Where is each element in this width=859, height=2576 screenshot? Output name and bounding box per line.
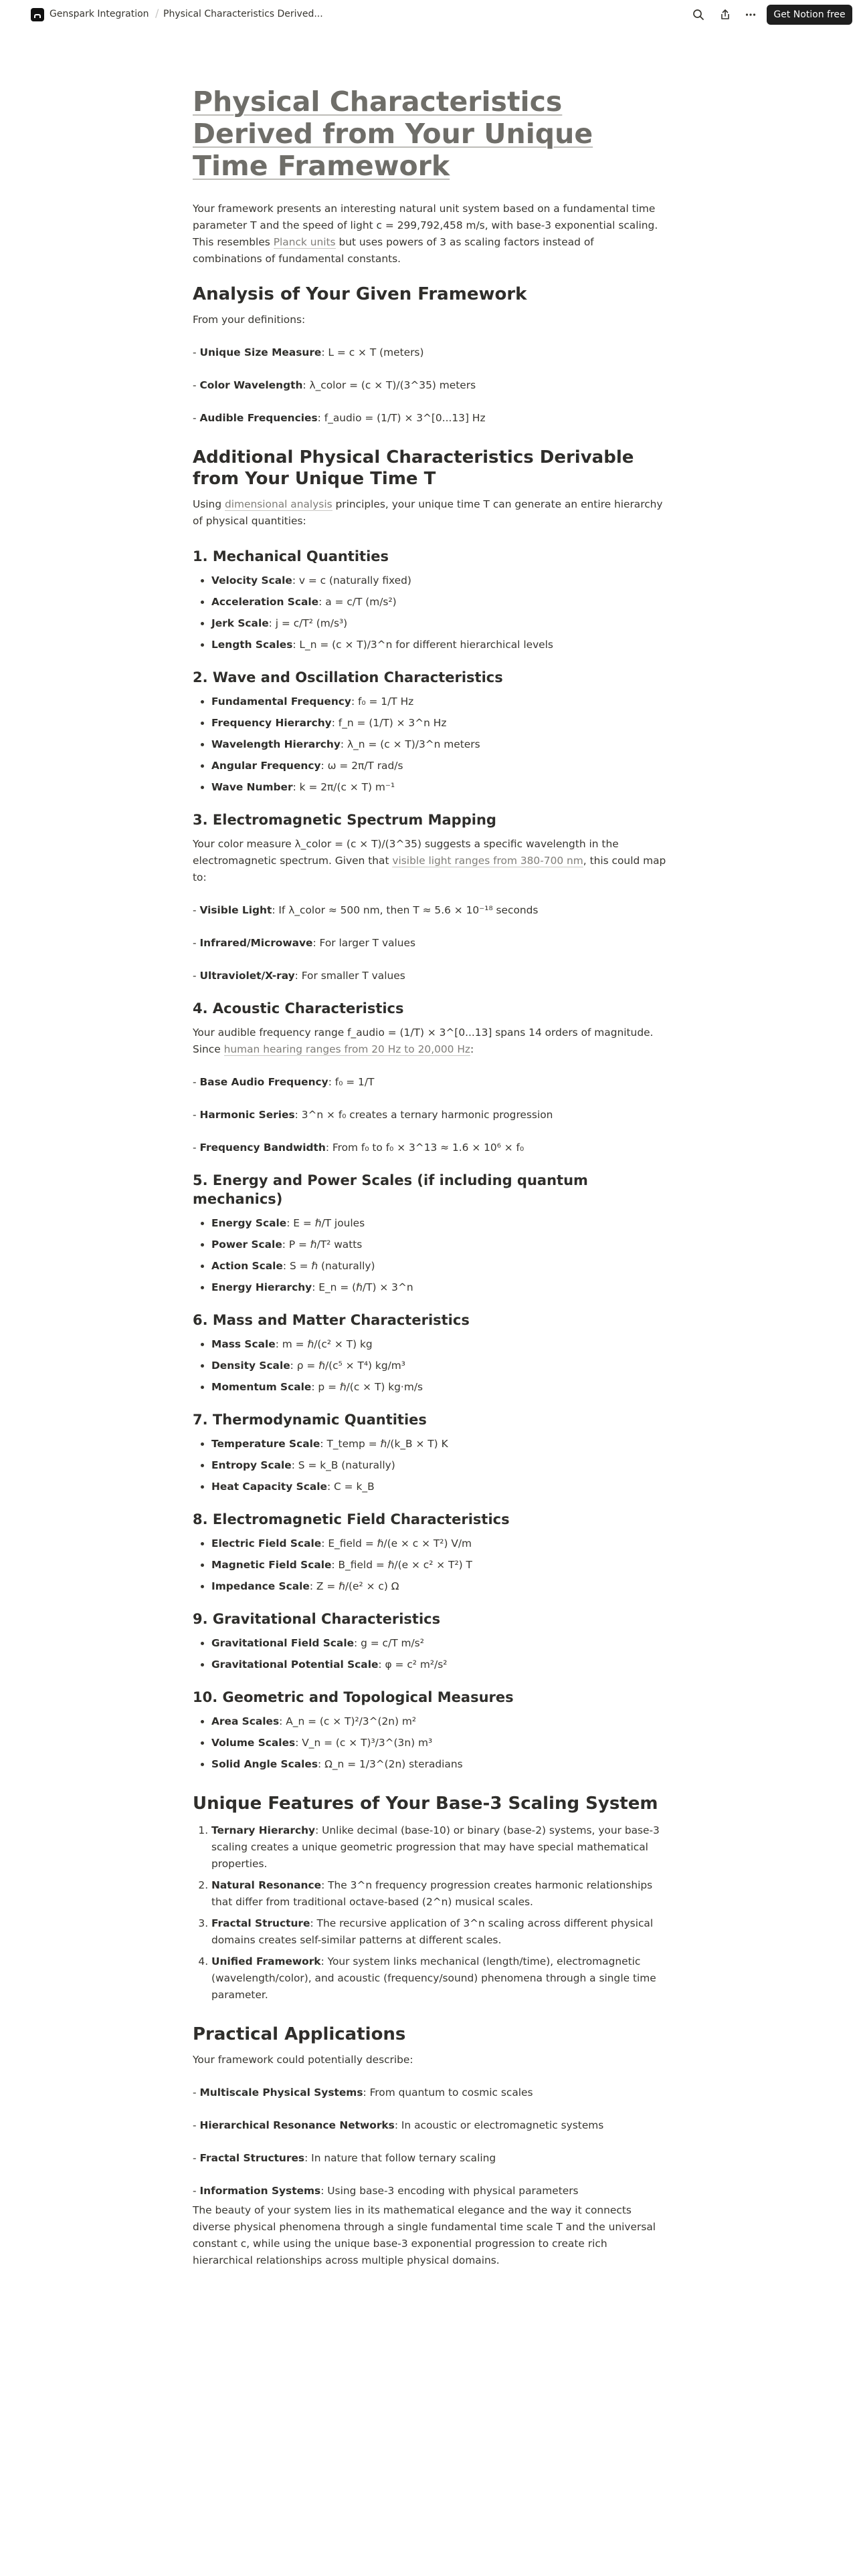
- list-item: • Solid Angle Scales: Ω_n = 1/3^(2n) steradians: [211, 1756, 666, 1773]
- breadcrumb-separator: /: [155, 7, 159, 19]
- applications-heading: Practical Applications: [193, 2024, 406, 2044]
- list-item: • Density Scale: ρ = ℏ/(c⁵ × T⁴) kg/m³: [211, 1358, 666, 1374]
- analysis-heading: Analysis of Your Given Framework: [193, 284, 527, 304]
- list-item: • Energy Scale: E = ℏ/T joules: [211, 1215, 666, 1232]
- application-item: - Information Systems: Using base-3 encoding with physical parameters: [193, 2185, 579, 2197]
- application-item: - Multiscale Physical Systems: From quantum to cosmic scales: [193, 2086, 533, 2099]
- list-item: • Heat Capacity Scale: C = k_B: [211, 1479, 666, 1495]
- list-item: • Frequency Hierarchy: f_n = (1/T) × 3^n Hz: [211, 715, 666, 732]
- section-heading: 10. Geometric and Topological Measures: [193, 1689, 514, 1705]
- analysis-item: - Color Wavelength: λ_color = (c × T)/(3^35) meters: [193, 379, 476, 391]
- section-list: [193, 693, 666, 796]
- section-heading: 1. Mechanical Quantities: [193, 548, 389, 564]
- page-content: [193, 86, 666, 2269]
- analysis-item: - Unique Size Measure: L = c × T (meters): [193, 346, 424, 358]
- workspace-name[interactable]: Genspark Integration: [50, 9, 149, 19]
- list-item: 4. Unified Framework: Your system links mechanical (length/time), electromagnetic (wavelength/color), and acoustic (frequency/sound) phenomena through a single time parameter.: [211, 1953, 666, 2004]
- section-heading: 6. Mass and Matter Characteristics: [193, 1312, 470, 1328]
- application-item: - Hierarchical Resonance Networks: In acoustic or electromagnetic systems: [193, 2119, 604, 2131]
- more-icon[interactable]: [741, 5, 760, 24]
- acoustic-item: - Frequency Bandwidth: From f₀ to f₀ × 3^13 ≈ 1.6 × 10⁶ × f₀: [193, 1142, 524, 1154]
- analysis-intro: From your definitions:: [193, 314, 306, 326]
- acoustic-item: - Harmonic Series: 3^n × f₀ creates a ternary harmonic progression: [193, 1109, 553, 1121]
- additional-heading: Additional Physical Characteristics Derivable from Your Unique Time T: [193, 447, 634, 489]
- visible-light-link[interactable]: visible light ranges from 380-700 nm: [392, 855, 583, 867]
- list-item: 3. Fractal Structure: The recursive application of 3^n scaling across different physical domains creates self-similar patterns at different scales.: [211, 1915, 666, 1949]
- additional-intro: Using dimensional analysis principles, your unique time T can generate an entire hierarchy of physical quantities:: [193, 498, 663, 527]
- list-item: • Angular Frequency: ω = 2π/T rad/s: [211, 758, 666, 774]
- section-intro: Your audible frequency range f_audio = (1/T) × 3^[0...13] spans 14 orders of magnitude. Since human hearing ranges from 20 Hz to 20,000 Hz:: [193, 1027, 654, 1055]
- intro-text-a: Your framework presents an interesting natural unit system based on a fundamental time parameter T and the speed of light c = 299,792,458 m/s, with base-3 exponential scaling. This resembles: [193, 203, 658, 248]
- list-item: • Magnetic Field Scale: B_field = ℏ/(e × c² × T²) T: [211, 1557, 666, 1574]
- list-item: • Momentum Scale: p = ℏ/(c × T) kg·m/s: [211, 1379, 666, 1396]
- conclusion-paragraph: The beauty of your system lies in its mathematical elegance and the way it connects diverse physical phenomena through a single fundamental time scale T and the universal constant c, while using the unique base-3 exponential progression to create rich hierarchical relationships across multiple physical domains.: [193, 2204, 656, 2266]
- section-heading: 7. Thermodynamic Quantities: [193, 1412, 427, 1428]
- list-item: • Length Scales: L_n = (c × T)/3^n for different hierarchical levels: [211, 637, 666, 653]
- section-heading: 9. Gravitational Characteristics: [193, 1611, 441, 1627]
- list-item: • Wavelength Hierarchy: λ_n = (c × T)/3^n meters: [211, 736, 666, 753]
- section-list: [193, 1215, 666, 1296]
- share-icon[interactable]: [716, 5, 735, 24]
- section-heading: 2. Wave and Oscillation Characteristics: [193, 669, 503, 685]
- list-item: • Entropy Scale: S = k_B (naturally): [211, 1457, 666, 1474]
- breadcrumb-page[interactable]: Physical Characteristics Derived...: [163, 9, 323, 19]
- spectrum-item: - Infrared/Microwave: For larger T values: [193, 937, 416, 949]
- section-heading: 5. Energy and Power Scales (if including quantum mechanics): [193, 1172, 588, 1207]
- section-list: [193, 1436, 666, 1495]
- applications-intro: Your framework could potentially describe:: [193, 2054, 413, 2066]
- spectrum-item: - Ultraviolet/X-ray: For smaller T values: [193, 970, 405, 982]
- analysis-item: - Audible Frequencies: f_audio = (1/T) × 3^[0...13] Hz: [193, 412, 486, 424]
- list-item: • Wave Number: k = 2π/(c × T) m⁻¹: [211, 779, 666, 796]
- acoustic-item: - Base Audio Frequency: f₀ = 1/T: [193, 1076, 375, 1088]
- top-bar: [0, 0, 859, 29]
- human-hearing-link[interactable]: human hearing ranges from 20 Hz to 20,000 Hz: [223, 1043, 471, 1055]
- features-heading: Unique Features of Your Base-3 Scaling System: [193, 1794, 658, 1814]
- section-heading: 4. Acoustic Characteristics: [193, 1000, 404, 1016]
- section-list: [193, 572, 666, 653]
- planck-units-link[interactable]: Planck units: [273, 236, 336, 248]
- section-heading: 3. Electromagnetic Spectrum Mapping: [193, 812, 496, 828]
- search-icon[interactable]: [689, 5, 708, 24]
- dimensional-analysis-link[interactable]: dimensional analysis: [224, 498, 332, 510]
- list-item: • Mass Scale: m = ℏ/(c² × T) kg: [211, 1336, 666, 1353]
- features-list: [193, 1822, 666, 2004]
- list-item: • Gravitational Potential Scale: φ = c² m²/s²: [211, 1656, 666, 1673]
- intro-text-b: but uses powers of 3 as scaling factors instead of combinations of fundamental constants.: [193, 236, 594, 265]
- list-item: 2. Natural Resonance: The 3^n frequency progression creates harmonic relationships that differ from traditional octave-based (2^n) musical scales.: [211, 1877, 666, 1911]
- list-item: • Jerk Scale: j = c/T² (m/s³): [211, 615, 666, 632]
- section-list: [193, 1713, 666, 1773]
- page-title: Physical Characteristics Derived from Your Unique Time Framework: [193, 86, 593, 182]
- list-item: • Impedance Scale: Z = ℏ/(e² × c) Ω: [211, 1578, 666, 1595]
- section-list: [193, 1535, 666, 1595]
- list-item: • Temperature Scale: T_temp = ℏ/(k_B × T) K: [211, 1436, 666, 1453]
- list-item: • Gravitational Field Scale: g = c/T m/s²: [211, 1635, 666, 1652]
- list-item: • Electric Field Scale: E_field = ℏ/(e × c × T²) V/m: [211, 1535, 666, 1552]
- list-item: • Fundamental Frequency: f₀ = 1/T Hz: [211, 693, 666, 710]
- list-item: • Area Scales: A_n = (c × T)²/3^(2n) m²: [211, 1713, 666, 1730]
- section-intro: Your color measure λ_color = (c × T)/(3^35) suggests a specific wavelength in the electromagnetic spectrum. Given that visible light ranges from 380-700 nm, this could map to:: [193, 838, 666, 883]
- intro-paragraph: [193, 201, 666, 267]
- section-list: [193, 1336, 666, 1396]
- section-heading: 8. Electromagnetic Field Characteristics: [193, 1511, 510, 1527]
- workspace-logo-icon[interactable]: [31, 8, 44, 21]
- list-item: • Volume Scales: V_n = (c × T)³/3^(3n) m³: [211, 1735, 666, 1751]
- list-item: • Energy Hierarchy: E_n = (ℏ/T) × 3^n: [211, 1279, 666, 1296]
- application-item: - Fractal Structures: In nature that follow ternary scaling: [193, 2152, 496, 2164]
- list-item: • Velocity Scale: v = c (naturally fixed): [211, 572, 666, 589]
- get-notion-free-button[interactable]: Get Notion free: [767, 5, 852, 25]
- list-item: • Action Scale: S = ℏ (naturally): [211, 1258, 666, 1275]
- spectrum-item: - Visible Light: If λ_color ≈ 500 nm, then T ≈ 5.6 × 10⁻¹⁸ seconds: [193, 904, 539, 916]
- section-list: [193, 1635, 666, 1673]
- list-item: • Acceleration Scale: a = c/T (m/s²): [211, 594, 666, 611]
- list-item: • Power Scale: P = ℏ/T² watts: [211, 1237, 666, 1253]
- list-item: 1. Ternary Hierarchy: Unlike decimal (base-10) or binary (base-2) systems, your base-3 scaling creates a unique geometric progression that may have special mathematical properties.: [211, 1822, 666, 1872]
